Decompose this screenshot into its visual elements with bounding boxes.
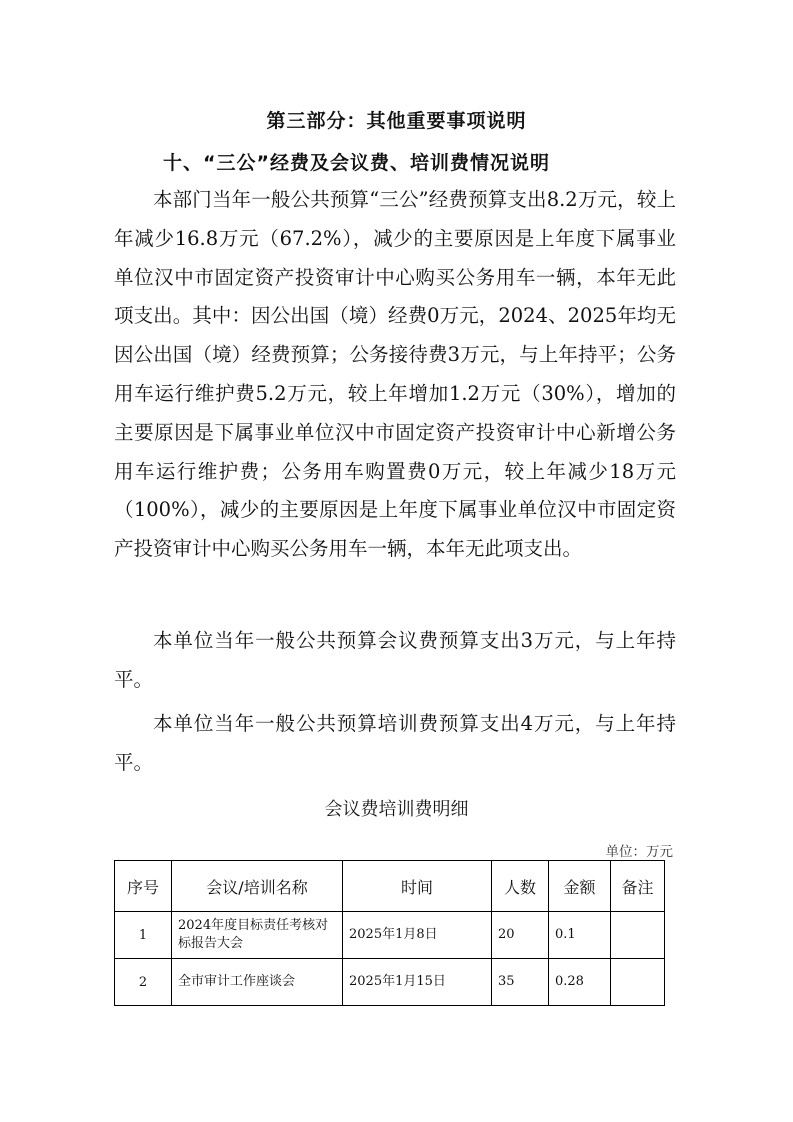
table-title: 会议费培训费明细 [324,799,469,820]
header-count: 人数 [492,861,549,912]
table-row [115,959,665,1006]
header-name: 会议/培训名称 [172,861,343,912]
cell-remark [611,959,665,1006]
cell-count: 20 [492,912,549,959]
table-row [115,912,665,959]
paragraph-three-public-funds: 本部门当年一般公共预算“三公”经费预算支出8.2万元，较上年减少16.8万元（67.2%），减少的主要原因是上年度下属事业单位汉中市固定资产投资审计中心购买公务用车一辆，本年无此项支出。其中：因公出国（境）经费0万元，2024、2025年均无因公出国（境）经费预算；公务接待费3万元，与上年持平；公务用车运行维护费5.2万元，较上年增加1.2万元（30%），增加的主要原因是下属事业单位汉中市固定资产投资审计中心新增公务用车运行维护费；公务用车购置费0万元，较上年减少18万元（100%），减少的主要原因是上年度下属事业单位汉中市固定资产投资审计中心购买公务用车一辆，本年无此项支出。 [114,188,676,561]
cell-index: 1 [115,912,172,959]
cell-time: 2025年1月15日 [343,959,492,1006]
cell-amount: 0.1 [549,912,611,959]
header-time: 时间 [343,861,492,912]
cell-time: 2025年1月8日 [343,912,492,959]
cell-remark [611,912,665,959]
header-index: 序号 [115,861,172,912]
paragraph-training-fee: 本单位当年一般公共预算培训费预算支出4万元，与上年持平。 [114,712,676,774]
paragraph-meeting-fee: 本单位当年一般公共预算会议费预算支出3万元，与上年持平。 [114,629,676,691]
cell-name: 2024年度目标责任考核对标报告大会 [172,912,343,959]
section-title: 十、“三公”经费及会议费、培训费情况说明 [163,152,550,174]
cell-amount: 0.28 [549,959,611,1006]
meeting-training-table [114,860,665,1006]
table-header-row [115,861,665,912]
cell-count: 35 [492,959,549,1006]
cell-name: 全市审计工作座谈会 [172,959,343,1006]
cell-index: 2 [115,959,172,1006]
unit-label: 单位：万元 [605,844,673,860]
header-remark: 备注 [611,861,665,912]
header-amount: 金额 [549,861,611,912]
part-title: 第三部分：其他重要事项说明 [266,110,527,132]
